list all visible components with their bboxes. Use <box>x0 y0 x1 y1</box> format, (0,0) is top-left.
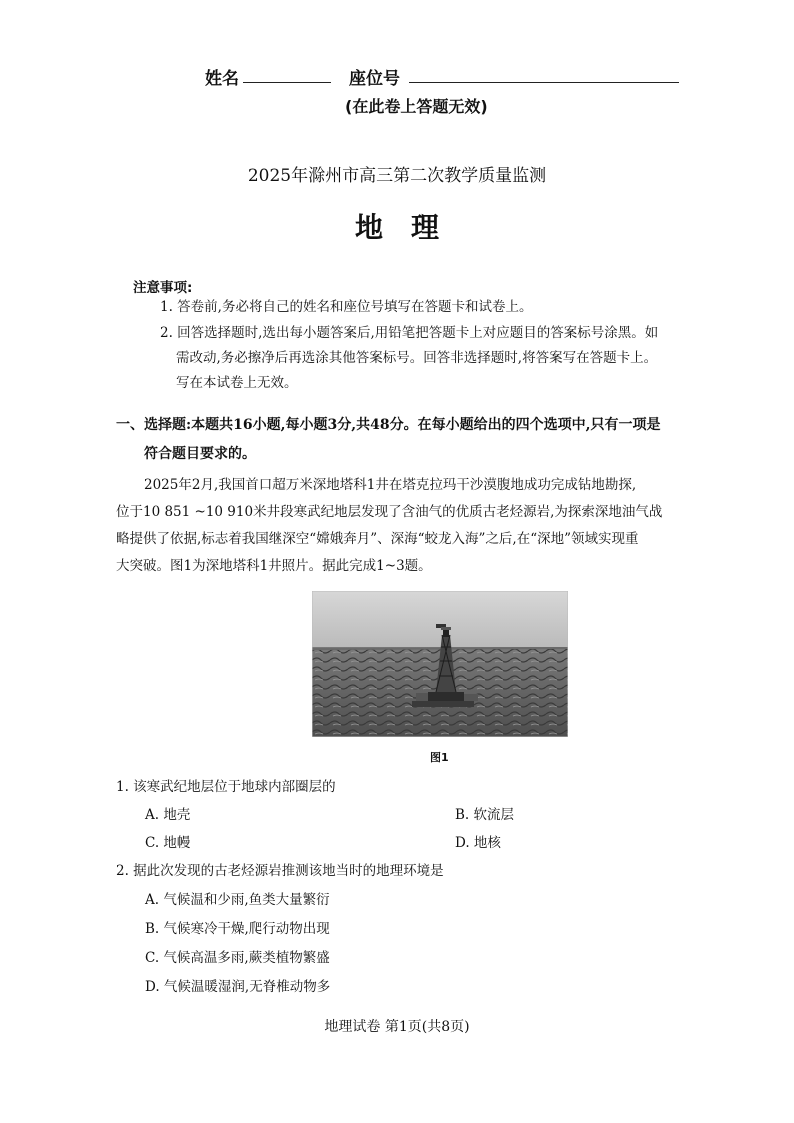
passage-line-1: 2025年2月,我国首口超万米深地塔科1井在塔克拉玛干沙漠腹地成功完成钻地勘探, <box>144 477 637 493</box>
name-label: 姓名 <box>205 69 239 89</box>
question-2-option-d[interactable]: D. 气候温暖湿润,无脊椎动物多 <box>145 979 331 995</box>
note-item-2-line-1: 2. 回答选择题时,选出每小题答案后,用铅笔把答题卡上对应题目的答案标号涂黑。如 <box>160 325 659 341</box>
question-2-option-a[interactable]: A. 气候温和少雨,鱼类大量繁衍 <box>145 892 330 908</box>
seat-label: 座位号 <box>349 69 400 89</box>
name-field[interactable] <box>243 64 331 83</box>
question-2-option-b[interactable]: B. 气候寒冷干燥,爬行动物出现 <box>145 921 330 937</box>
question-2-stem: 2. 据此次发现的古老烃源岩推测该地当时的地理环境是 <box>116 863 444 879</box>
note-item-1: 1. 答卷前,务必将自己的姓名和座位号填写在答题卡和试卷上。 <box>160 299 533 315</box>
question-1-stem: 1. 该寒武纪地层位于地球内部圈层的 <box>116 779 336 795</box>
question-2-option-c[interactable]: C. 气候高温多雨,蕨类植物繁盛 <box>145 950 330 966</box>
passage-line-3: 略提供了依据,标志着我国继深空“嫦娥奔月”、深海“蛟龙入海”之后,在“深地”领域实现重 <box>116 531 639 547</box>
subject-title: 地理 <box>354 211 467 244</box>
question-1-option-d[interactable]: D. 地核 <box>455 835 501 851</box>
figure-1-caption: 图1 <box>430 751 449 764</box>
note-item-2-line-3: 写在本试卷上无效。 <box>176 375 298 391</box>
section-1-title-line-1: 一、选择题:本题共16小题,每小题3分,共48分。在每小题给出的四个选项中,只有一项是 <box>116 417 661 433</box>
question-1-option-c[interactable]: C. 地幔 <box>145 835 191 851</box>
question-1-option-a[interactable]: A. 地壳 <box>145 807 191 823</box>
question-1-option-b[interactable]: B. 软流层 <box>455 807 515 823</box>
page-footer: 地理试卷 第1页(共8页) <box>324 1019 470 1035</box>
passage-line-2: 位于10 851 ~10 910米井段寒武纪地层发现了含油气的优质古老烃源岩,为探索深地油气战 <box>116 504 663 520</box>
passage-line-4: 大突破。图1为深地塔科1井照片。据此完成1~3题。 <box>116 558 432 574</box>
exam-title: 2025年滁州市高三第二次教学质量监测 <box>247 166 547 186</box>
note-item-2-line-2: 需改动,务必擦净后再选涂其他答案标号。回答非选择题时,将答案写在答题卡上。 <box>176 350 658 366</box>
seat-field[interactable] <box>409 64 679 83</box>
notes-heading: 注意事项: <box>133 280 193 296</box>
invalid-answer-notice: (在此卷上答题无效) <box>345 97 488 116</box>
figure-1-photo <box>312 591 568 737</box>
section-1-title-line-2: 符合题目要求的。 <box>144 446 256 462</box>
